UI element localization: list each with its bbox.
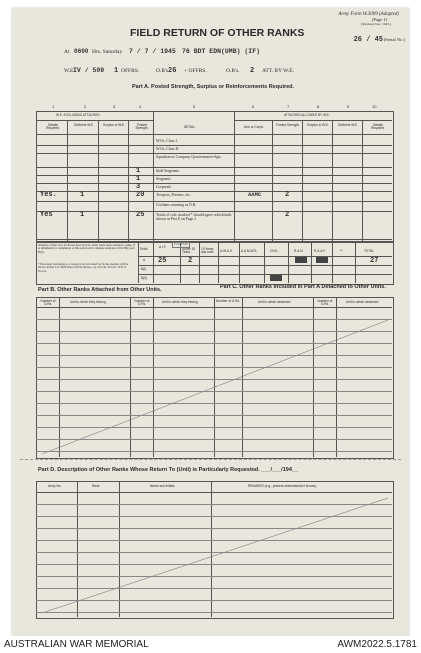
row-detail: W.Os. Class I. [156, 139, 178, 143]
att-label: ATT. BY W.E. [262, 68, 294, 74]
part-c-h-number: Number of O.Rs. [216, 299, 240, 303]
row-divider [36, 516, 392, 517]
row-posted-att: 2 [285, 191, 290, 199]
part-c-title: Part C. Other Ranks Included in Part A Detached to Other Units. [220, 284, 386, 290]
row-divider [36, 612, 392, 613]
analysis-h-ran: R.A.N. [294, 249, 304, 253]
row-divider [36, 540, 392, 541]
analysis-h-aif: A.I.F. [159, 245, 167, 249]
row-deficient: 1 [80, 211, 85, 219]
form-ref-line2: (Page 1) [371, 17, 387, 22]
row-divider [36, 427, 392, 428]
analysis-row-bi: B(i) [141, 267, 146, 271]
footer-left: AUSTRALIAN WAR MEMORIAL [4, 639, 149, 650]
part-b-h-unit2: Unit to which they belong [162, 300, 198, 304]
we-label: W.E. [64, 68, 75, 74]
row-posted: 20 [136, 191, 145, 199]
col-number: 1 [52, 104, 55, 109]
analysis-row-bii: B(ii) [141, 276, 147, 280]
part-a-title: Part A. Posted Strength, Surplus or Reinforcements Required. [132, 84, 295, 90]
analysis-h-over19: 19 Years and over. [201, 247, 215, 255]
row-detail: W.Os. Class II. [156, 147, 179, 151]
part-c-h-unit: Unit to which detached. [258, 300, 292, 304]
row-divider [36, 415, 392, 416]
row-divider [36, 564, 392, 565]
row-detail: Corporals [156, 185, 171, 189]
serial-value: 26 / 45 [353, 36, 383, 44]
group-left-header: W.E. EXCLUDING ATTACHED. [56, 113, 101, 117]
row-divider [36, 201, 392, 202]
row-divider [36, 343, 392, 344]
col-number: 6 [252, 104, 255, 109]
row-posted: 25 [136, 211, 145, 219]
form-page [12, 8, 409, 636]
part-d-h-name: Name and Initials [150, 484, 175, 488]
row-arm: AAMC [248, 191, 262, 198]
row-divider [36, 504, 392, 505]
analysis-note1: Analysis of Part A to be shown here by ALL units. Only units entitled to same, if at minimum for completion of this return will complete analysis of Part B(i) and B(ii). [38, 243, 135, 254]
or-label: O.R's. [156, 68, 170, 74]
row-divider [36, 439, 392, 440]
row-divider [36, 552, 392, 553]
group-right-header: ATTACHED ALLOWED BY W.E. [284, 113, 330, 117]
col-number: 9 [347, 104, 350, 109]
row-divider [36, 153, 392, 154]
row-posted: 3 [136, 183, 141, 191]
form-title: FIELD RETURN OF OTHER RANKS [130, 27, 305, 39]
header-deficient: Deficient W.E. [73, 123, 95, 127]
diagonal-line [42, 320, 388, 454]
col-number: 2 [84, 104, 87, 109]
row-divider [36, 183, 392, 184]
row-details-required: Yes [40, 211, 53, 219]
part-b-h-number2: Number of O.Rs. [134, 299, 150, 307]
at-label: At [64, 49, 70, 55]
serial-label: (Serial No.) [383, 37, 405, 42]
form-ref-line3: (Revised Jan., 1943.) [361, 22, 391, 26]
header-posted-att: Posted Strength. [276, 123, 300, 127]
col-number: 7 [287, 104, 290, 109]
col-number: 4 [139, 104, 142, 109]
part-c-h-unit2: Unit to which detached. [346, 300, 380, 304]
analysis-h-other: ** [340, 249, 343, 253]
part-b-h-number: Number of O.Rs. [40, 299, 56, 307]
date-value: 7 / 7 / 1945 [129, 48, 176, 55]
hrs-label: Hrs. Saturday [92, 49, 123, 55]
row-divider [36, 319, 392, 320]
header-detail: DETAIL. [184, 125, 196, 129]
analysis-row-a: A [143, 258, 146, 262]
row-detail: Totals of cols. marked * should agree with details shown in Part E on Page 2 [156, 213, 232, 222]
row-deficient: 1 [80, 191, 85, 199]
analysis-h-aamws: A.A.M.W.S. [241, 249, 258, 253]
analysis-h-total: TOTAL [364, 249, 374, 253]
part-b-h-unit: Unit to which they belong [70, 300, 106, 304]
part-d-title: Part D. Description of Other Ranks Whose Return To (Unit) is Particularly Requested. ___/___/194__ [38, 467, 298, 473]
header-deficient-att: Deficient W.E. [337, 123, 359, 127]
cancellation-lines [12, 8, 409, 636]
we-value: IV / 509 [73, 67, 105, 74]
header-details-required: Details Required. [46, 123, 60, 131]
row-detail: Squadron or Company Quartermaster-Sgts. [156, 155, 222, 159]
row-divider [36, 211, 392, 212]
header-surplus-att: Surplus to W.E. [307, 123, 329, 127]
or2-label: O.R's. [226, 68, 240, 74]
row-divider [36, 379, 392, 380]
row-divider [36, 391, 392, 392]
row-detail: Troopers, Privates, etc. [156, 193, 191, 197]
row-divider [36, 355, 392, 356]
col-number: 10 [372, 104, 377, 109]
header-details-required-att: Details Required. [371, 123, 385, 131]
offrs-value: 1 [114, 67, 119, 75]
footer-right: AWM2022.5.1781 [337, 639, 417, 650]
row-posted-att: 2 [285, 211, 290, 219]
header-surplus: Surplus to W.E. [103, 123, 125, 127]
time-value: 0600 [74, 48, 89, 55]
col-number: 5 [193, 104, 196, 109]
row-detail: Sergeants [156, 177, 171, 181]
or-value: 26 [168, 67, 177, 75]
analysis-h-awas: A.W.A.S. [220, 249, 233, 253]
analysis-stamp: FAKEMP [174, 242, 188, 246]
row-posted: 1 [136, 175, 141, 183]
row-divider [36, 191, 392, 192]
row-divider [36, 600, 392, 601]
form-ref-line1: Army Form W.3009 (Adapted) [338, 12, 399, 17]
row-detail: Civilians counting as O.R. [156, 203, 197, 207]
part-b-title: Part B. Other Ranks Attached from Other Units. [38, 287, 162, 293]
analysis-h-civil: CIVIL. [270, 249, 279, 253]
row-divider [36, 588, 392, 589]
part-d-h-rank: Rank [92, 484, 100, 488]
analysis-a-total: 27 [370, 257, 379, 265]
header-arm: Arm or Corps. [244, 125, 264, 129]
row-divider [36, 175, 392, 176]
analysis-h-enrld: Enrld. [140, 247, 149, 251]
analysis-a-aif: 25 [158, 257, 167, 265]
header-posted: Posted Strength. [135, 123, 149, 131]
col-number: 8 [317, 104, 320, 109]
analysis-note2: * Personnel belonging to a category not provided for in the analysis will be shown in this Col. Particulars will be shown, e.g. 20 U.K. Forces, 10 N.Z. Forces. [38, 262, 129, 273]
row-detail: Staff Sergeants [156, 169, 179, 173]
row-divider [36, 239, 392, 240]
analysis-h-raaf: R.A.A.F. [314, 249, 326, 253]
row-details-required: Yes. [40, 191, 57, 199]
col-number: 3 [113, 104, 116, 109]
row-divider [36, 528, 392, 529]
part-d-h-remarks: REMARKS (e.g., present whereabouts if known). [248, 484, 318, 488]
unit-value: 76 BDT EDN(UMB) (IF) [182, 48, 261, 55]
part-c-h-number2: Number of O.Rs. [317, 299, 333, 307]
plus-offrs-label: + OFFRS. [184, 68, 207, 74]
row-divider [36, 403, 392, 404]
row-posted: 1 [136, 167, 141, 175]
row-divider [36, 331, 392, 332]
archive-footer [0, 636, 421, 653]
analysis-a-under19: 2 [188, 257, 193, 265]
analysis-h-under19: Under 19 Years. [182, 247, 196, 255]
row-divider [36, 451, 392, 452]
offrs-label: OFFRS. [121, 68, 140, 74]
row-divider [36, 576, 392, 577]
part-d-h-army-no: Army No. [48, 484, 62, 488]
row-divider [36, 167, 392, 168]
or2-value: 2 [250, 67, 255, 75]
row-divider [36, 145, 392, 146]
row-divider [36, 367, 392, 368]
